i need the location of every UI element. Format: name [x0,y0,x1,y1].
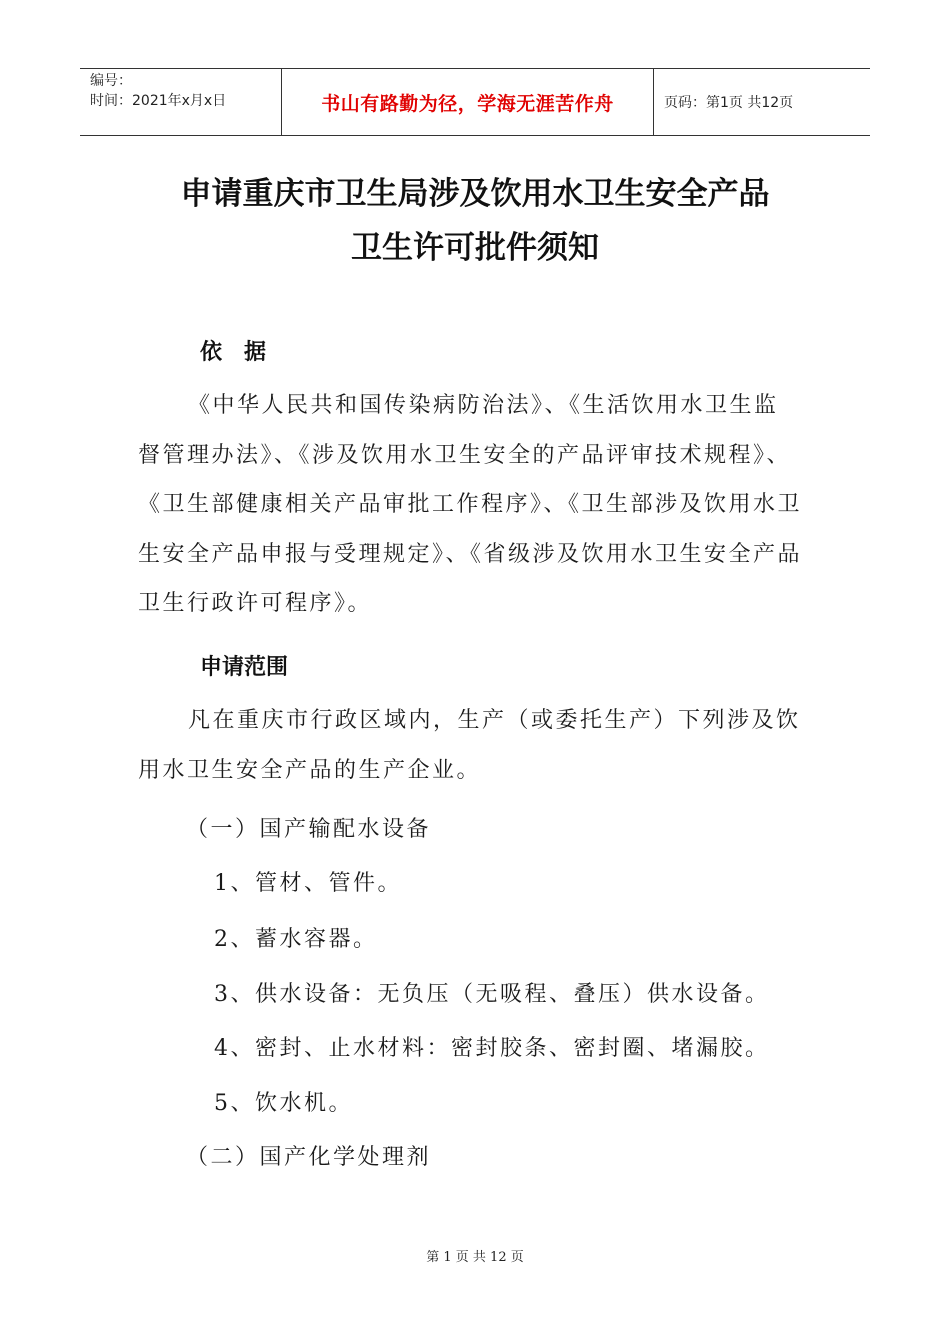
list-item: 2、蓄水容器。 [214,927,378,952]
list-item: 4、密封、止水材料：密封胶条、密封圈、堵漏胶。 [214,1036,770,1061]
header-table [80,68,870,136]
list-item: 5、饮水机。 [214,1091,353,1116]
document-title-line-2: 卫生许可批件须知 [351,230,599,266]
header-motto: 书山有路勤为径，学海无涯苦作舟 [281,69,654,135]
header-meta-cell [80,69,281,135]
list-item: 3、供水设备：无负压（无吸程、叠压）供水设备。 [214,982,770,1007]
header-page-info: 页码：第1页 共12页 [664,95,794,111]
document-date-label: 时间：2021年x月x日 [90,93,227,109]
section-heading-scope: 申请范围 [200,655,289,680]
category-heading-2: （二）国产化学处理剂 [186,1145,432,1170]
basis-paragraph: 《中华人民共和国传染病防治法》、《生活饮用水卫生监督管理办法》、《涉及饮用水卫生安全的产品评审技术规程》、《卫生部健康相关产品审批工作程序》、《卫生部涉及饮用水卫生安全产品申报与受理规定》、《省级涉及饮用水卫生安全产品卫生行政许可程序》。 [138,393,803,616]
list-item: 1、管材、管件。 [214,871,402,896]
section-heading-basis: 依 据 [200,340,267,365]
category-heading-1: （一）国产输配水设备 [186,817,432,842]
page-footer: 第 1 页 共 12 页 [426,1250,524,1265]
scope-paragraph: 凡在重庆市行政区域内，生产（或委托生产）下列涉及饮用水卫生安全产品的生产企业。 [138,708,801,783]
document-number-label: 编号： [90,73,132,89]
document-title-line-1: 申请重庆市卫生局涉及饮用水卫生安全产品 [180,176,770,212]
